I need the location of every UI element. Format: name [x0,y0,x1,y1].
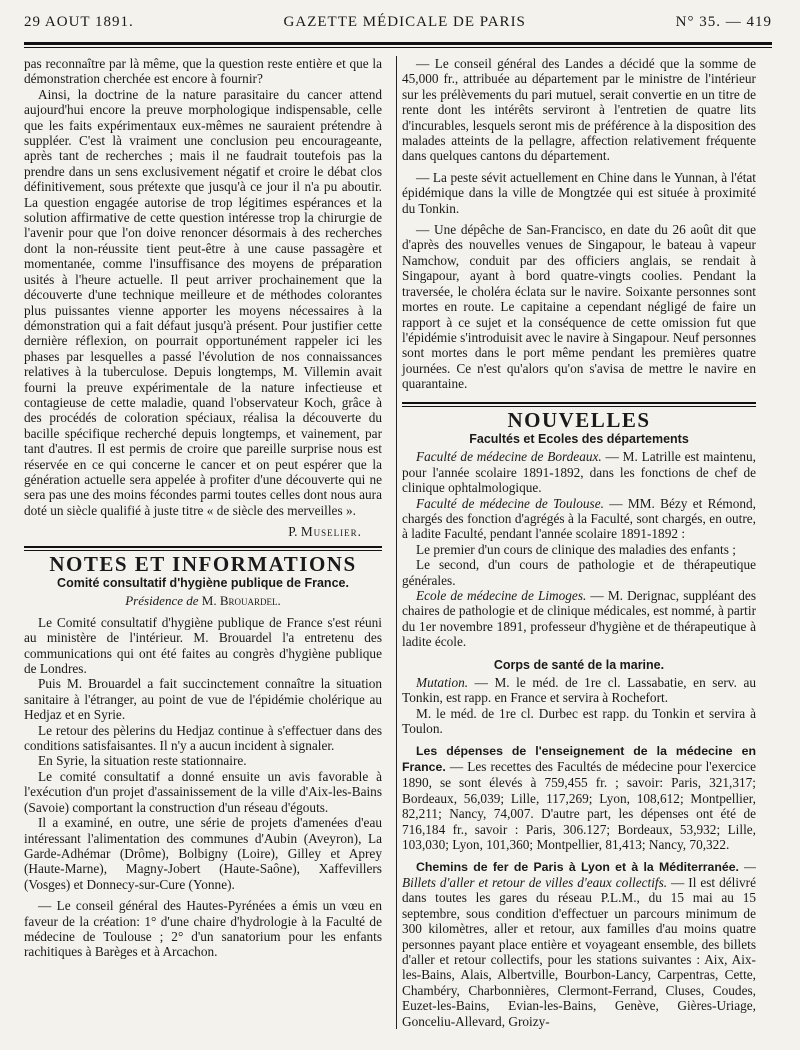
article-paragraph: pas reconnaître par là même, que la question reste entière et que la démonstration cherchée est encore à fournir? [24,56,382,87]
column-divider [396,56,397,1029]
depenses-title: Les dépenses de l'enseignement de la médecine en France. [402,743,756,775]
marine-paragraph: M. le méd. de 1re cl. Durbec est rapp. du Tonkin et servira à Toulon. [402,705,756,737]
header-rule [24,42,772,45]
signature-name: Muselier. [300,524,362,540]
comite-paragraph: Le Comité consultatif d'hygiène publique de France s'est réuni au ministère de l'intérieur. M. Brouardel l'a entretenu des communications qui ont été faites au congrès d'hygiène publique de Londres. [24,614,382,677]
facultes-label: Faculté de médecine de Toulouse. [416,495,604,511]
header-date: 29 AOUT 1891. [24,14,134,30]
marine-paragraph [402,675,756,706]
presidence-line [24,593,382,608]
chemins-text: — Il est délivré dans toutes les gares du réseau P.L.M., du 15 mai au 15 septembre, sous condition d'effectuer un parcours minimum de 300 kilomètres, aller et retour, aux familles d'au moins quatre personnes payant place entière et voyageant ensemble, des billets d'aller et retour collectifs, pour les stations suivantes : Aix, Aix-les-Bains, Alais, Albertville, Bourbon-Lancy, Carpentras, Cette, Chambéry, Charbonnières, Clermont-Ferrand, Cluses, Coudes, Euzet-les-Bains, Evian-les-Bains, Genève, Gières-Uriage, Gonceliu-Allevard, Groizy- [402,874,756,1029]
facultes-text: — MM. Bézy et Rémond, chargés des fonction d'agrégés à la Faculté, sont chargés, en outre, à ladite Faculté, pendant l'année scolaire 1891-1892 : [402,495,756,542]
right-column [390,56,756,1029]
chemins-paragraph [402,859,756,1029]
left-column [24,56,390,1029]
presidence-name: M. Brouardel. [201,593,281,609]
chemins-title: Chemins de fer de Paris à Lyon et à la Méditerranée. [416,859,739,874]
section-rule-thin [402,406,756,407]
article-paragraph: Ainsi, la doctrine de la nature parasitaire du cancer attend aujourd'hui encore la preuve morphologique indispensable, celle que les faits expérimentaux eux-mêmes ne sauraient prétendre à suppléer. C'est là vraiment une conclusion peu encourageante, après tant de recherches ; mais il ne faudrait toutefois pas la prendre dans un sens exclusivement négatif et croire le débat clos définitivement, sous prétexte que jusqu'à ce jour il n'a pu aboutir. La question engagée autorise de trop légitimes espérances et la solution affirmative de cette question intéresse trop la chirurgie de l'avenir pour que l'on doive renoncer désormais à des recherches dont la non-réussite tient peut-être à une cause passagère et momentanée, comme l'insuffisance des moyens de préparation usités à l'heure actuelle. Il peut arriver prochainement que la découverte d'une technique meilleure et de méthodes colorantes plus puissantes vienne apporter les moyens nécessaires à la démonstration qui a fait défaut jusqu'à présent. Pour justifier cette dernière réflexion, on pourrait opportunément rappeler ici les phases par lesquelles a passé l'évolution de nos connaissances relatives à la tuberculose. Depuis longtemps, M. Villemin avait fourni la preuve expérimentale de la nature infectieuse et contagieuse de cette maladie, quand l'observateur Koch, grâce à des procédés de coloration spéciaux, réalisa la découverte du bacille spécifique recherché depuis longtemps, et vainement, par tant d'autres. Il est permis de croire que pareille surprise nous est réservée en ce qui concerne le cancer et on peut espérer que la génération actuelle sera appelée à profiter d'une découverte qui ne sera pas une des moins fécondes parmi toutes celles dont nous aura doté un siècle qualifié à juste titre « de siècle des merveilles ». [24,86,382,518]
presidence-label: Présidence de [125,593,199,609]
facultes-paragraph [402,496,756,542]
comite-paragraph: Il a examiné, en outre, une série de projets d'amenées d'eau intéressant l'alimentation des communes d'Aubin (Aveyron), La Garde-Adhémar (Drôme), Bolbigny (Loire), Gilley et Aprey (Haute-Marne), Magny-Jobert (Haute-Saône), Xaffevillers (Vosges) et Donnecy-sur-Cure (Yonne). [24,815,382,892]
depenses-paragraph [402,743,756,853]
comite-paragraph: Le comité consultatif a donné ensuite un avis favorable à l'exécution d'un projet d'assainissement de la ville d'Aix-les-Bains (Savoie) comportant la construction d'un réseau d'égouts. [24,768,382,815]
header-issue: N° 35. — 419 [675,14,772,30]
header-rule-thin [24,47,772,48]
facultes-paragraph [402,449,756,495]
news-paragraph: — Une dépêche de San-Francisco, en date du 26 août dit que d'après des nouvelles venues de Singapour, le bateau à vapeur Namchow, conduit par des officiers anglais, se rendait à Singapour, ayant à bord quatre-vingts coolies. Pendant la traversée, le choléra éclata sur le navire. Soixante personnes sont mortes en route. Le capitaine a cependant négligé de faire un rapport à ce sujet et la conséquence de cette omission fut que l'épidémie s'introduisit avec le navire à Singapour. Neuf personnes sont mortes dans le port même pendant les premières quatre journées. Ce n'est qu'alors qu'on s'avisa de mettre le navire en quarantaine. [402,222,756,392]
page-header [24,14,772,36]
facultes-text: — M. Derignac, suppléant des chaires de pathologie et de clinique médicales, est nommé, à partir du 1er novembre 1891, professeur d'hygiène et de thérapeutique à ladite école. [402,588,756,650]
subsection-title-marine: Corps de santé de la marine. [493,657,665,672]
facultes-text: — M. Latrille est maintenu, pour l'année scolaire 1891-1892, dans les fonctions de chef de clinique ophtalmologique. [402,449,756,496]
comite-paragraph: En Syrie, la situation reste stationnaire. [38,753,247,769]
news-paragraph: — La peste sévit actuellement en Chine dans le Yunnan, à l'état épidémique dans la ville de Mongtzée qui est située à proximité du Tonkin. [402,169,756,216]
section-title-notes: NOTES ET INFORMATIONS [49,551,357,576]
subsection-title-comite: Comité consultatif d'hygiène publique de France. [57,576,349,590]
section-rule [402,402,756,404]
news-paragraph: — Le conseil général des Hautes-Pyrénées a émis un vœu en faveur de la création: 1° d'une chaire d'hydrologie à la Faculté de médecine de Toulouse ; 2° d'un sanatorium pour les enfants rachitiques à Barèges et à Arcachon. [24,898,382,960]
section-rule [24,546,382,548]
facultes-paragraph: Le premier d'un cours de clinique des maladies des enfants ; [416,541,736,557]
comite-paragraph: Puis M. Brouardel a fait succinctement connaître la situation sanitaire à l'étranger, au point de vue de l'épidémie cholérique au Hedjaz et en Syrie. [24,676,382,723]
facultes-label: Faculté de médecine de Bordeaux. [416,449,602,465]
chemins-italic: — Billets d'aller et retour de villes d'eaux collectifs. [402,858,756,890]
news-paragraph: — Le conseil général des Landes a décidé que la somme de 45,000 fr., attribuée au département par le ministre de l'intérieur sur les prélèvements du pari mutuel, serait convertie en un titre de rente dont les intérêts serviront à l'entretien de quatre lits d'incurables, lesquels seront mis de préférence à la disposition des malades atteints de la pellagre, affection relativement fréquente dans quelques cantons du département. [402,56,756,164]
section-title-nouvelles: NOUVELLES [507,407,651,432]
signature-initial: P. [288,524,298,540]
marine-label: Mutation. [416,675,469,691]
facultes-label: Ecole de médecine de Limoges. [416,588,587,603]
marine-text: — M. le méd. de 1re cl. Lassabatie, en serv. au Tonkin, est rapp. en France et servira à Rochefort. [402,675,756,706]
signature [24,524,362,539]
depenses-text: — Les recettes des Facultés de médecine pour l'exercice 1890, se sont élevés à 759,455 fr. ; savoir: Paris, 321,317; Bordeaux, 56,039; Lille, 117,269; Lyon, 108,612; Montpellier, 82,211; Nancy, 74,007. D'autre part, les dépenses ont été de 716,184 fr., savoir : Paris, 306.127; Bordeaux, 53,932; Lille, 103,030; Lyon, 101,360; Montpellier, 81,413; Nancy, 70,322. [402,759,756,853]
facultes-paragraph: Le second, d'un cours de pathologie et de thérapeutique générales. [402,557,756,588]
columns [24,56,772,1029]
header-title: GAZETTE MÉDICALE DE PARIS [283,14,526,30]
facultes-paragraph [402,588,756,650]
subsection-title-facultes: Facultés et Ecoles des départements [469,431,689,446]
section-rule-thin [24,550,382,551]
comite-paragraph: Le retour des pèlerins du Hedjaz continue à s'effectuer dans des conditions satisfaisantes. Il n'y a aucun incident à signaler. [24,722,382,754]
